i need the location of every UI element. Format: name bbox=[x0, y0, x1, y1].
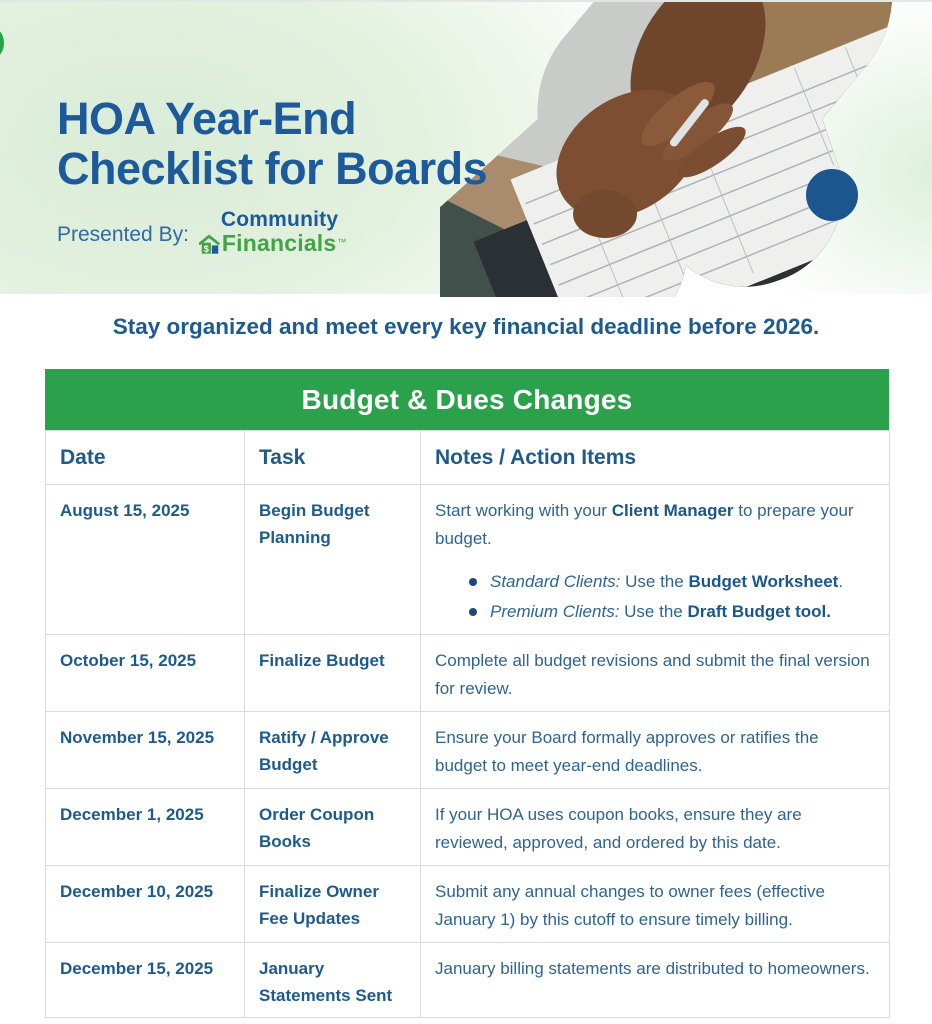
page-title-line2: Checklist for Boards bbox=[57, 143, 488, 194]
date-cell: December 10, 2025 bbox=[46, 866, 245, 943]
presented-by-label: Presented By: bbox=[57, 223, 189, 246]
note-paragraph: Start working with your Client Manager to prepare your budget. bbox=[435, 501, 854, 548]
column-header-date: Date bbox=[46, 431, 245, 485]
logo-community-text: Community bbox=[220, 208, 339, 231]
notes-cell bbox=[421, 943, 890, 1018]
house-dollar-icon bbox=[199, 234, 221, 255]
note-paragraph: Ensure your Board formally approves or ratifies the budget to meet year-end deadlines. bbox=[435, 728, 819, 775]
trademark-symbol: ™ bbox=[337, 237, 347, 247]
date-cell: December 15, 2025 bbox=[46, 943, 245, 1018]
bullet-icon bbox=[469, 578, 477, 586]
subtitle: Stay organized and meet every key financial deadline before 2026. bbox=[112, 314, 820, 339]
table-header-row bbox=[46, 431, 890, 485]
column-header-notes: Notes / Action Items bbox=[421, 431, 890, 485]
column-header-task: Task bbox=[245, 431, 421, 485]
svg-text:$: $ bbox=[203, 243, 209, 254]
task-cell: January Statements Sent bbox=[245, 943, 421, 1018]
table-row bbox=[46, 866, 890, 943]
notes-cell bbox=[421, 485, 890, 635]
page-title-line1: HOA Year-End bbox=[57, 93, 357, 144]
section-banner: Budget & Dues Changes bbox=[45, 369, 889, 430]
checklist-section bbox=[45, 369, 889, 1018]
bullet-text: Standard Clients: Use the Budget Worksheet. bbox=[490, 572, 844, 591]
hero-header bbox=[0, 2, 932, 294]
community-financials-logo bbox=[199, 209, 346, 255]
logo-financials-row bbox=[199, 232, 346, 255]
table-row bbox=[46, 712, 890, 789]
presented-by-row bbox=[57, 209, 346, 255]
task-cell: Ratify / Approve Budget bbox=[245, 712, 421, 789]
notes-cell bbox=[421, 635, 890, 712]
table-row bbox=[46, 485, 890, 635]
task-cell: Order Coupon Books bbox=[245, 789, 421, 866]
bullet-text: Premium Clients: Use the Draft Budget tool. bbox=[490, 602, 832, 621]
date-cell: August 15, 2025 bbox=[46, 485, 245, 635]
note-paragraph: If your HOA uses coupon books, ensure they are reviewed, approved, and ordered by this date. bbox=[435, 805, 802, 852]
task-cell: Begin Budget Planning bbox=[245, 485, 421, 635]
task-cell: Finalize Owner Fee Updates bbox=[245, 866, 421, 943]
date-cell: October 15, 2025 bbox=[46, 635, 245, 712]
green-ring-icon bbox=[0, 24, 4, 62]
page-title bbox=[57, 94, 487, 194]
notes-cell bbox=[421, 712, 890, 789]
note-bullet-item bbox=[435, 568, 873, 596]
date-cell: December 1, 2025 bbox=[46, 789, 245, 866]
blue-donut-icon bbox=[806, 169, 858, 221]
bullet-icon bbox=[469, 608, 477, 616]
notes-cell bbox=[421, 789, 890, 866]
table-row bbox=[46, 943, 890, 1018]
checklist-table bbox=[45, 430, 890, 1018]
table-row bbox=[46, 789, 890, 866]
note-paragraph: January billing statements are distributed to homeowners. bbox=[435, 959, 870, 978]
table-row bbox=[46, 635, 890, 712]
table-body bbox=[46, 485, 890, 1018]
hands-writing-photo bbox=[440, 2, 932, 297]
note-paragraph: Submit any annual changes to owner fees (effective January 1) by this cutoff to ensure timely billing. bbox=[435, 882, 825, 929]
note-paragraph: Complete all budget revisions and submit the final version for review. bbox=[435, 651, 870, 698]
logo-financials-text: Financials bbox=[221, 230, 337, 256]
notes-cell bbox=[421, 866, 890, 943]
task-cell: Finalize Budget bbox=[245, 635, 421, 712]
note-bullet-item bbox=[435, 598, 873, 626]
date-cell: November 15, 2025 bbox=[46, 712, 245, 789]
